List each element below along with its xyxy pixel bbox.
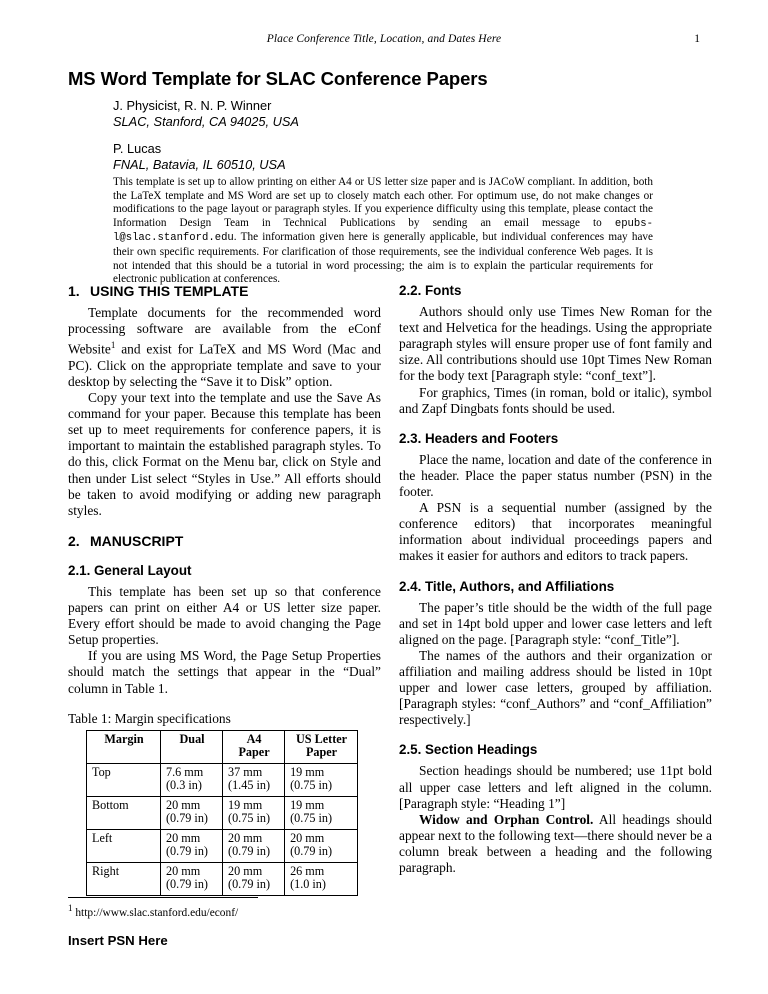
value-line2: (0.3 in) xyxy=(166,778,202,793)
section-1-title: USING THIS TEMPLATE xyxy=(90,283,249,299)
value-line2: (0.79 in) xyxy=(166,877,208,892)
value-line1: 19 mm xyxy=(228,797,263,812)
value-line1: 26 mm xyxy=(290,863,325,878)
subsection-2-4-paragraph-1: The paper’s title should be the width of the full page and set in 14pt bold upper and lower case letters and left aligned on the page. [Paragraph style: “conf_Title”]. xyxy=(399,599,712,647)
table-col-a4-line1: A4 xyxy=(246,731,262,746)
subsection-heading-2-4 xyxy=(399,579,712,595)
widow-orphan-lead: Widow and Orphan Control. xyxy=(419,811,594,827)
subsection-2-3-number: 2.3. xyxy=(399,430,422,446)
running-header-title: Place Conference Title, Location, and Dates Here xyxy=(266,33,502,45)
value-line1: 19 mm xyxy=(290,797,325,812)
subsection-2-2-title: Fonts xyxy=(425,283,462,298)
value-line1: 20 mm xyxy=(166,830,201,845)
footnote-text[interactable]: http://www.slac.stanford.edu/econf/ xyxy=(72,906,239,919)
section-1-paragraph-1 xyxy=(68,305,381,390)
value-line1: 19 mm xyxy=(290,764,325,779)
page-title: MS Word Template for SLAC Conference Papers xyxy=(68,68,488,89)
subsection-2-1-paragraph-2: If you are using MS Word, the Page Setup Properties should match the settings that appear in the “Dual” column in Table 1. xyxy=(68,648,381,696)
footnote-marker: 1 xyxy=(68,903,73,913)
value-line2: (0.79 in) xyxy=(290,844,333,859)
author-affiliation: SLAC, Stanford, CA 94025, USA xyxy=(113,114,299,129)
value-line2: (1.45 in) xyxy=(228,778,271,793)
subsection-2-1-paragraph-1: This template has been set up so that conference papers can print on either A4 or US letter size paper. Every effort should be made to avoid changing the Page Setup properties. xyxy=(68,583,381,648)
table-cell-a4 xyxy=(223,862,285,895)
value-line2: (0.75 in) xyxy=(290,811,333,826)
running-header xyxy=(68,33,700,45)
table-col-us xyxy=(285,730,358,763)
table-col-dual: Dual xyxy=(161,730,223,763)
subsection-heading-2-1 xyxy=(68,563,381,579)
table-cell-dual xyxy=(161,796,223,829)
author-group xyxy=(113,98,700,130)
subsection-2-1-title: General Layout xyxy=(94,562,192,578)
value-line1: 20 mm xyxy=(228,863,263,878)
subsection-2-4-paragraph-2: The names of the authors and their organization or affiliation and mailing address should be listed in 10pt upper and lower case letters, grouped by affiliation. [Paragraph styles: “conf_Authors” and “conf_Affiliation” respectively.] xyxy=(399,647,712,728)
subsection-2-5-paragraph-2 xyxy=(399,812,712,876)
footer-psn: Insert PSN Here xyxy=(68,933,168,948)
value-line2: (1.0 in) xyxy=(290,877,326,892)
subsection-2-5-number: 2.5. xyxy=(399,742,422,758)
value-line1: 7.6 mm xyxy=(166,764,204,779)
subsection-heading-2-5 xyxy=(399,742,712,758)
value-line1: 20 mm xyxy=(166,797,201,812)
author-names: J. Physicist, R. N. P. Winner xyxy=(113,98,272,113)
table-row xyxy=(87,796,358,829)
subsection-2-1-number: 2.1. xyxy=(68,562,91,578)
widow-orphan-rest: All headings should appear next to the following text—there should never be a column break between a heading and the following paragraph. xyxy=(399,811,712,875)
table-col-margin: Margin xyxy=(87,730,161,763)
table-cell-a4 xyxy=(223,829,285,862)
right-column xyxy=(399,283,712,876)
table-row xyxy=(87,763,358,796)
value-line2: (0.79 in) xyxy=(228,844,271,859)
subsection-2-4-title: Title, Authors, and Affiliations xyxy=(425,578,615,594)
author-names: P. Lucas xyxy=(113,141,162,156)
table-cell-a4 xyxy=(223,763,285,796)
section-1-paragraph-1b: and exist for LaTeX and MS Word (Mac and PC). Click on the appropriate template and save to your desktop by selecting the “Save it to Disk” option. xyxy=(68,341,381,389)
table-cell-us xyxy=(285,862,358,895)
table-row xyxy=(87,829,358,862)
table-cell-us xyxy=(285,829,358,862)
footnote xyxy=(68,903,238,919)
table-cell-dual xyxy=(161,829,223,862)
subsection-2-2-paragraph-2: For graphics, Times (in roman, bold or italic), symbol and Zapf Dingbats fonts should be used. xyxy=(399,384,712,416)
value-line2: (0.79 in) xyxy=(228,877,271,892)
page-number: 1 xyxy=(694,33,700,45)
table-cell-dual xyxy=(161,862,223,895)
abstract-email: epubs-l@slac.stanford.edu xyxy=(113,217,653,245)
abstract-text-part1: This template is set up to allow printing on either A4 or US letter size paper and is JACoW compliant. In addition, both the LaTeX template and MS Word are set up to closely match each other. For optimum use, do not make changes or modifications to the page layout or paragraph styles. If you experience difficulty using this template, please contact the Information Design Team in Technical Publications by sending an email message to xyxy=(113,176,653,229)
author-group xyxy=(113,141,700,173)
table-cell-margin: Bottom xyxy=(87,796,161,829)
table-header-row xyxy=(87,730,358,763)
author-block xyxy=(113,98,700,184)
section-1-paragraph-2: Copy your text into the template and use the Save As command for your paper. Because this template has been set up to meet requirements for conference papers, it is important to maintain the established paragraph styles. To do this, click Format on the Menu bar, click on Style and then under List select “Styles in Use.” All efforts should be taken to avoid modifying or adding new paragraph styles. xyxy=(68,390,381,518)
author-affiliation: FNAL, Batavia, IL 60510, USA xyxy=(113,157,286,172)
footnote-divider xyxy=(68,897,258,898)
table-cell-a4 xyxy=(223,796,285,829)
subsection-2-2-number: 2.2. xyxy=(399,283,422,298)
abstract xyxy=(113,176,653,287)
subsection-2-3-paragraph-1: Place the name, location and date of the conference in the header. Place the paper status number (PSN) in the footer. xyxy=(399,451,712,500)
subsection-2-5-paragraph-1: Section headings should be numbered; use 11pt bold all upper case letters and left aligned in the column. [Paragraph style: “Heading 1”] xyxy=(399,763,712,811)
section-2-number: 2. xyxy=(68,532,80,549)
section-1-number: 1. xyxy=(68,283,80,299)
subsection-2-3-title: Headers and Footers xyxy=(425,430,559,446)
left-column xyxy=(68,283,381,896)
spacer xyxy=(68,519,381,533)
value-line2: (0.79 in) xyxy=(166,811,208,826)
subsection-2-3-paragraph-2: A PSN is a sequential number (assigned by the conference editors) that incorporates meaningful information about individual proceedings papers and makes it easier for authors and editors to track papers. xyxy=(399,500,712,564)
section-1-paragraph-1a: Template documents for the recommended word processing software are available from the eConf Website xyxy=(68,305,381,357)
value-line2: (0.75 in) xyxy=(228,811,271,826)
value-line1: 20 mm xyxy=(166,863,201,878)
subsection-2-2-paragraph-1: Authors should only use Times New Roman for the text and Helvetica for the headings. Using the appropriate paragraph styles will ensure proper use of font family and size. All contributions should use 10pt Times New Roman for the body text [Paragraph style: “conf_text”]. xyxy=(399,304,712,384)
table-cell-us xyxy=(285,763,358,796)
abstract-text-part2: . The information given here is generally applicable, but individual conferences may have their own specific requirements. For clarification of those requirements, see the individual conference Web pages. It is not intended that this should be a tutorial in word processing; the aim is to explain the particular requirements for electronic publication at conferences. xyxy=(113,231,653,286)
table-cell-margin: Left xyxy=(87,829,161,862)
value-line1: 37 mm xyxy=(228,764,263,779)
table-row xyxy=(87,862,358,895)
table-cell-margin: Top xyxy=(87,763,161,796)
table-col-us-line2: Paper xyxy=(305,745,338,760)
table-col-a4 xyxy=(223,730,285,763)
table-cell-dual xyxy=(161,763,223,796)
footnote-reference[interactable]: 1 xyxy=(110,340,116,351)
margin-specifications-table xyxy=(86,730,358,896)
subsection-2-5-title: Section Headings xyxy=(425,742,538,758)
table-col-a4-line2: Paper xyxy=(238,745,270,760)
subsection-2-4-number: 2.4. xyxy=(399,578,422,594)
value-line1: 20 mm xyxy=(290,830,325,845)
subsection-heading-2-3 xyxy=(399,431,712,447)
section-2-title: MANUSCRIPT xyxy=(90,532,184,549)
section-heading-2 xyxy=(68,533,381,549)
value-line2: (0.75 in) xyxy=(290,778,333,793)
subsection-heading-2-2 xyxy=(399,283,712,299)
table-cell-us xyxy=(285,796,358,829)
table-cell-margin: Right xyxy=(87,862,161,895)
value-line1: 20 mm xyxy=(228,830,263,845)
table-col-us-line1: US Letter xyxy=(295,731,348,746)
value-line2: (0.79 in) xyxy=(166,844,208,859)
table-caption: Table 1: Margin specifications xyxy=(68,710,231,726)
section-heading-1 xyxy=(68,283,381,299)
